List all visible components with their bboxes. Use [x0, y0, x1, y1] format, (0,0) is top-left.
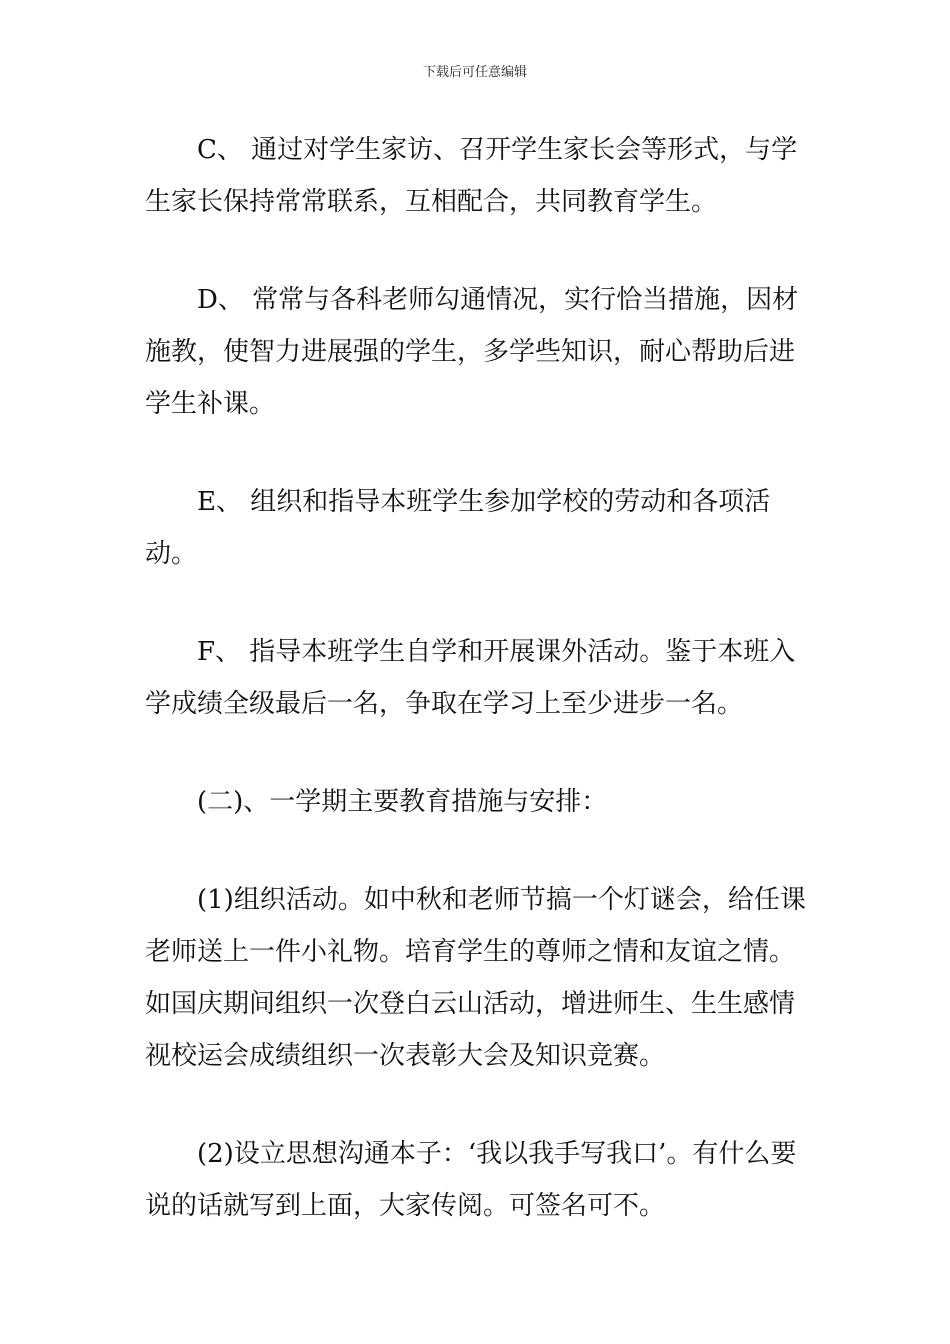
paragraph-f: F、 指导本班学生自学和开展课外活动。鉴于本班入学成绩全级最后一名，争取在学习上至少进步一名。: [145, 637, 796, 719]
document-body: [145, 124, 810, 1232]
section-heading: (二)、一学期主要教育措施与安排：: [197, 787, 608, 817]
paragraph-d: D、 常常与各科老师勾通情况，实行恰当措施，因材施教，使智力进展强的学生，多学些知识，耐心帮助后进学生补课。: [145, 285, 799, 419]
paragraph-c: C、 通过对学生家访、召开学生家长会等形式，与学生家长保持常常联系，互相配合，共同教育学生。: [145, 135, 798, 217]
paragraph-e: E、 组织和指导本班学生参加学校的劳动和各项活动。: [145, 487, 771, 569]
page-header-note: 下载后可任意编辑: [422, 65, 527, 80]
paragraph-item-2: (2)设立思想沟通本子：‘我以我手写我口’。有什么要说的话就写到上面，大家传阅。可签名可不。: [145, 1139, 797, 1221]
paragraph-item-1: (1)组织活动。如中秋和老师节搞一个灯谜会，给任课老师送上一件小礼物。培育学生的尊师之情和友谊之情。如国庆期间组织一次登白云山活动，增进师生、生生感情视校运会成绩组织一次表彰大会及知识竞赛。: [145, 885, 806, 1071]
